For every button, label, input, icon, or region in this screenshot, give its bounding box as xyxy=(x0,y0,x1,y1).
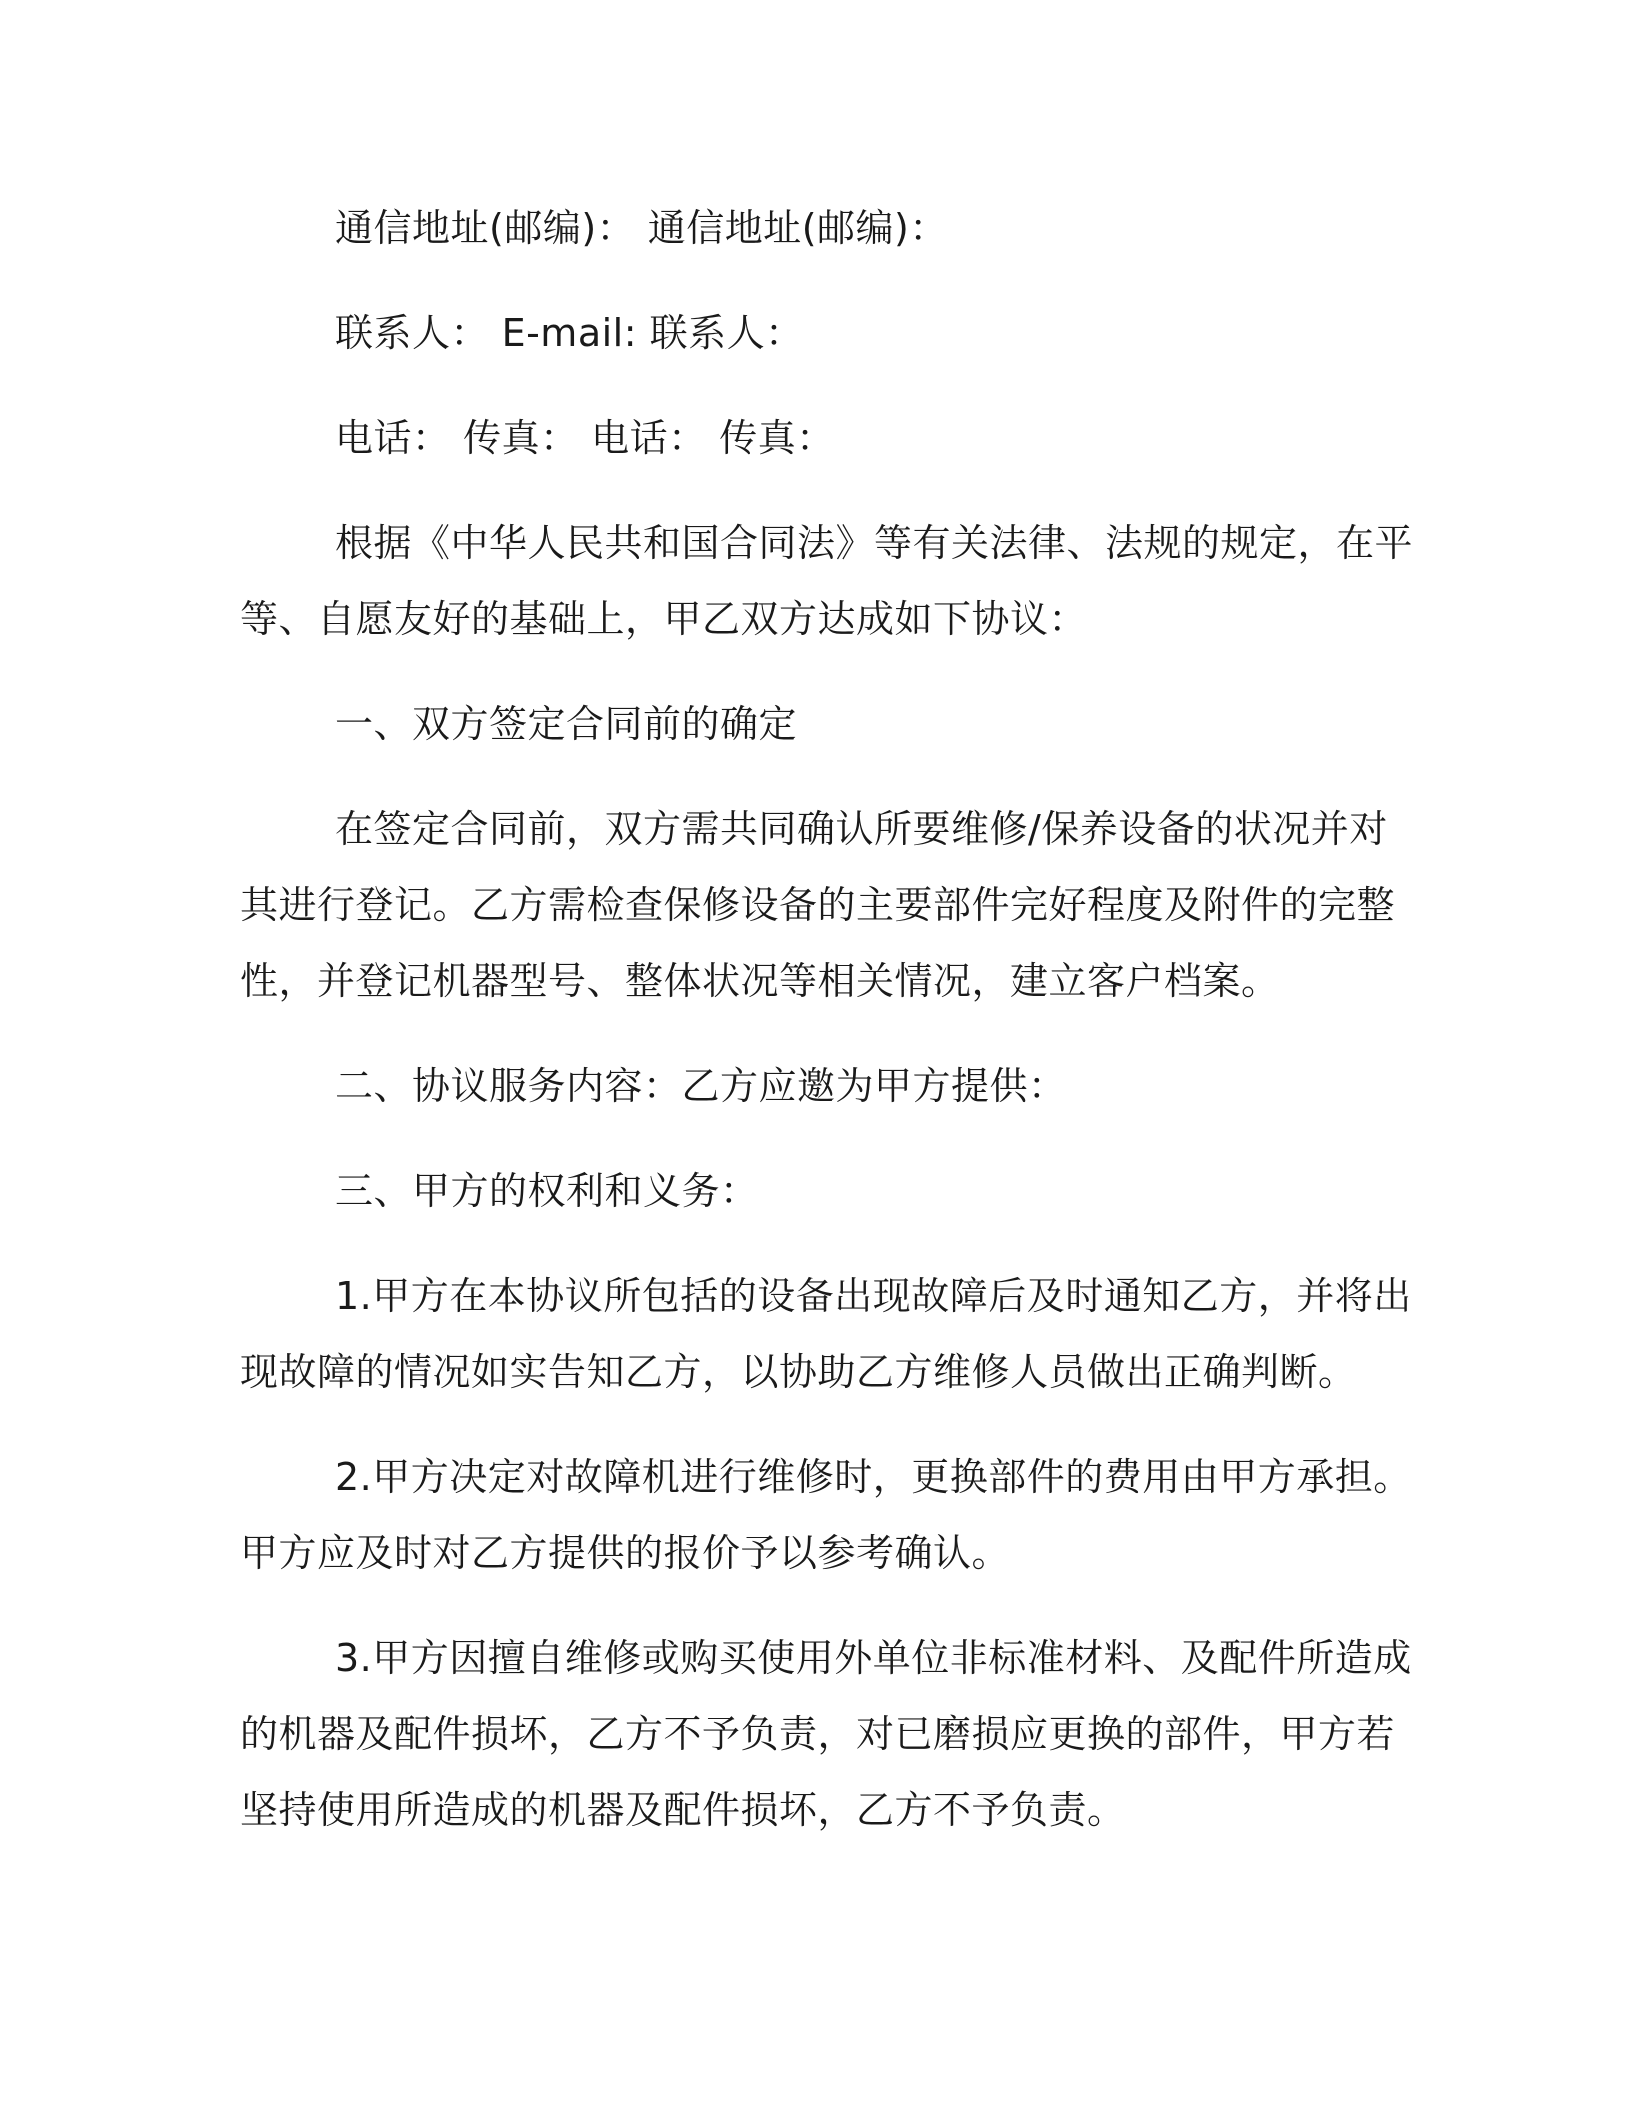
section-heading: 二、协议服务内容：乙方应邀为甲方提供： xyxy=(335,1064,1067,1108)
phone-fax-field-line: 电话： 传真： 电话： 传真： xyxy=(335,416,835,460)
paragraph-line: 性，并登记机器型号、整体状况等相关情况，建立客户档案。 xyxy=(240,959,1280,1003)
contact-field-line: 联系人： E-mail: 联系人： xyxy=(335,311,804,355)
preamble-line: 根据《中华人民共和国合同法》等有关法律、法规的规定，在平 xyxy=(335,521,1414,565)
section-heading: 三、甲方的权利和义务： xyxy=(335,1169,759,1213)
clause-line: 甲方应及时对乙方提供的报价予以参考确认。 xyxy=(240,1531,1011,1575)
address-field-line: 通信地址(邮编)： 通信地址(邮编)： xyxy=(335,206,948,250)
paragraph-line: 其进行登记。乙方需检查保修设备的主要部件完好程度及附件的完整 xyxy=(240,883,1396,927)
document-body xyxy=(240,190,1414,1848)
clause-line: 现故障的情况如实告知乙方，以协助乙方维修人员做出正确判断。 xyxy=(240,1350,1357,1394)
preamble-line: 等、自愿友好的基础上，甲乙双方达成如下协议： xyxy=(240,597,1088,641)
clause-line: 1.甲方在本协议所包括的设备出现故障后及时通知乙方，并将出 xyxy=(335,1274,1412,1318)
paragraph-line: 在签定合同前，双方需共同确认所要维修/保养设备的状况并对 xyxy=(335,807,1388,851)
clause-line: 3.甲方因擅自维修或购买使用外单位非标准材料、及配件所造成 xyxy=(335,1636,1412,1680)
section-heading: 一、双方签定合同前的确定 xyxy=(335,702,798,746)
clause-line: 的机器及配件损坏，乙方不予负责，对已磨损应更换的部件，甲方若 xyxy=(240,1712,1396,1756)
clause-line: 2.甲方决定对故障机进行维修时，更换部件的费用由甲方承担。 xyxy=(335,1455,1412,1499)
clause-line: 坚持使用所造成的机器及配件损坏，乙方不予负责。 xyxy=(240,1788,1126,1832)
